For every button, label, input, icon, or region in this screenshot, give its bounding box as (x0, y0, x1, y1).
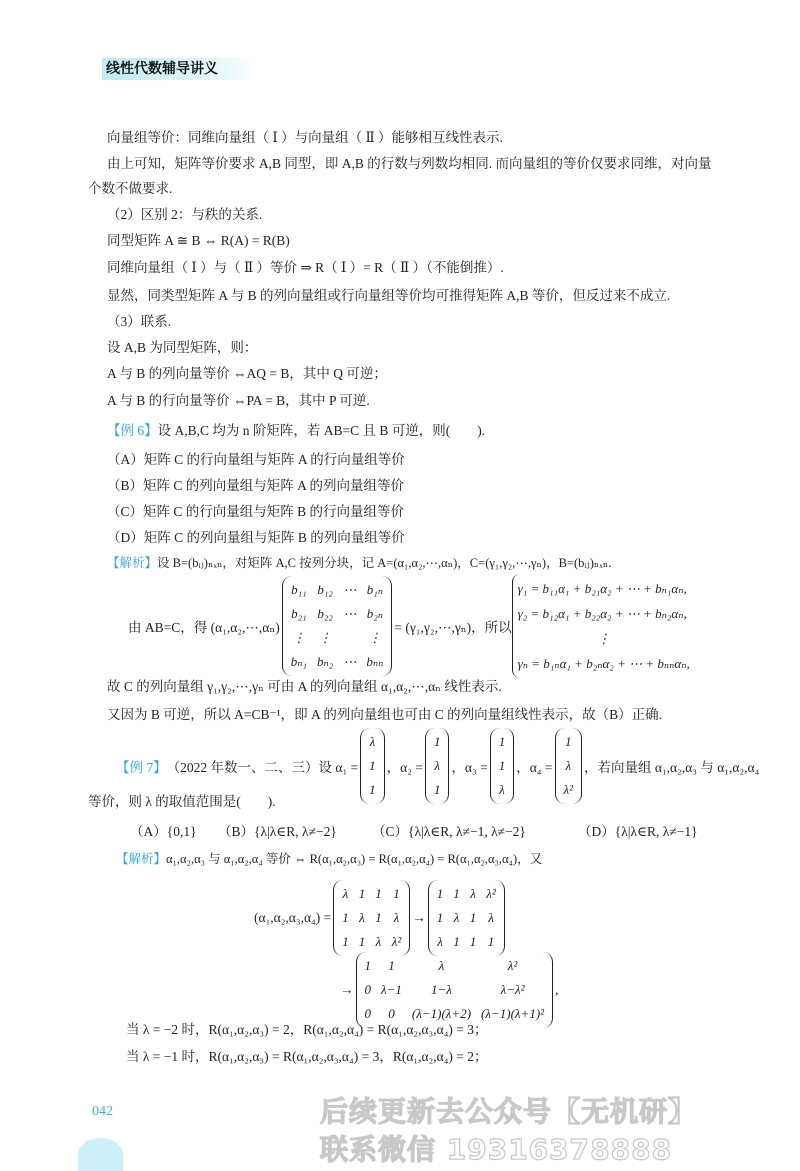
system-row: γₙ = b₁ₙα₁ + b₂ₙα₂ + ⋯ + bₙₙαₙ, (517, 656, 690, 671)
matrix-cell: b₂₁ (291, 606, 307, 621)
row-reduction-step2 (340, 952, 776, 1022)
text-line: （2）区别 2：与秩的关系. (107, 207, 263, 222)
matrix-grid (360, 954, 550, 1026)
matrix-row (364, 754, 381, 778)
matrix-cell: λ (499, 782, 505, 797)
matrix-grid (337, 882, 406, 954)
eq-mid: = (γ₁,γ₂,⋯,γₙ)，所以 (394, 620, 512, 635)
matrix-cell: 1 (436, 910, 444, 925)
matrix-cell: bₙ₁ (290, 654, 308, 669)
matrix-row (286, 578, 389, 602)
matrix-cell: b₁ₙ (366, 582, 383, 597)
matrix-cell: 1 (433, 734, 441, 749)
matrix-cell: ⋯ (343, 654, 357, 669)
matrix-cell: λ (470, 886, 476, 901)
text-line: 又因为 B 可逆，所以 A=CB⁻¹，即 A 的列向量组也可由 C 的列向量组线性表示，故（B）正确. (107, 707, 663, 722)
solution-6-line (107, 553, 776, 573)
lhs: (α₁,α₂,α₃,α₄) = (254, 910, 332, 925)
matrix-cell: 1 (469, 934, 477, 949)
matrix-cell: b₁₁ (291, 582, 307, 597)
matrix-cell: 1−λ (431, 982, 452, 997)
matrix-row (559, 730, 579, 754)
arrow: → (340, 982, 354, 997)
question-text: 设 A,B,C 均为 n 阶矩阵，若 AB=C 且 B 可逆，则( ). (157, 423, 486, 438)
option-d: （D）矩阵 C 的列向量组与矩阵 B 的列向量组等价 (107, 530, 405, 545)
matrix-2 (428, 880, 505, 956)
system-row: ⋮ (597, 631, 611, 646)
matrix-cell: 1 (469, 910, 477, 925)
text-line: 故 C 的列向量组 γ₁,γ₂,⋯,γₙ 可由 A 的列向量组 α₁,α₂,⋯,αₙ 线性表示. (107, 679, 502, 694)
matrix-row (286, 602, 389, 626)
text-line: 同维向量组（ Ⅰ ）与（ Ⅱ ）等价 ⇒ R（ Ⅰ ）= R（ Ⅱ ）（不能倒推）. (107, 260, 504, 275)
matrix-cell: 1 (393, 886, 400, 901)
matrix-b (282, 576, 393, 676)
system-row: γ₁ = b₁₁α₁ + b₂₁α₂ + ⋯ + bₙ₁αₙ, (517, 581, 687, 596)
matrix-row (432, 930, 501, 954)
matrix-row (360, 954, 550, 978)
equation-system (512, 574, 690, 678)
solution-7-line (116, 849, 776, 869)
matrix-cell: 1 (436, 886, 444, 901)
option-b: （B）矩阵 C 的列向量组与矩阵 A 的列向量组等价 (107, 478, 405, 493)
matrix-cell: λ−λ² (500, 982, 525, 997)
matrix-cell: ⋯ (343, 582, 357, 597)
matrix-cell: 0 (388, 1006, 395, 1021)
matrix-grid (432, 882, 501, 954)
matrix-cell: λ² (507, 958, 518, 973)
matrix-row (286, 650, 389, 674)
label-alpha2: ，α₂ = (386, 760, 423, 775)
matrix-cell: λ−1 (381, 982, 402, 997)
matrix-row (494, 754, 511, 778)
case-line: 当 λ = −1 时，R(α₁,α₂,α₃) = R(α₁,α₂,α₃,α₄) = 3，R(α₁,α₂,α₄) = 2； (126, 1049, 488, 1064)
matrix-cell: λ (438, 958, 445, 973)
matrix-row (429, 730, 446, 754)
row-reduction-step1 (254, 880, 776, 950)
matrix-cell: λ (437, 934, 443, 949)
matrix-cell: λ (453, 910, 460, 925)
example-7-question (116, 728, 776, 797)
matrix-cell: 1 (342, 934, 349, 949)
matrix-cell: ⋮ (292, 630, 306, 645)
text-line: 由上可知，矩阵等价要求 A,B 同型，即 A,B 的行数与列数均相同. 而向量组的等价仅要求同维，对向量 (107, 156, 712, 171)
matrix-cell: ⋮ (368, 630, 382, 645)
eq-prefix: 由 AB=C，得 (α₁,α₂,⋯,αₙ) (128, 620, 280, 635)
text-line: 向量组等价：同维向量组（ Ⅰ ）与向量组（ Ⅱ ）能够相互线性表示. (107, 130, 503, 145)
matrix-cell: 1 (375, 910, 382, 925)
matrix-cell: λ (359, 910, 365, 925)
case-line: 当 λ = −2 时，R(α₁,α₂,α₃) = 2，R(α₁,α₂,α₄) = R(α₁,α₂,α₃,α₄) = 3； (126, 1022, 488, 1037)
watermark: 后续更新去公众号【无机研】 (320, 1095, 698, 1128)
text-line: 同型矩阵 A ≅ B ⇔ R(A) = R(B) (107, 233, 290, 248)
matrix-cell: ⋮ (318, 630, 332, 645)
arrow: → (412, 910, 426, 925)
matrix-cell: λ² (563, 782, 574, 797)
matrix-row (337, 906, 406, 930)
matrix-cell: λ (342, 886, 349, 901)
corner-decoration (78, 1138, 123, 1171)
matrix-cell: 1 (433, 782, 441, 797)
option-c: （C）矩阵 C 的行向量组与矩阵 B 的行向量组等价 (107, 504, 405, 519)
matrix-cell: λ (488, 910, 494, 925)
matrix-cell: 1 (487, 934, 495, 949)
matrix-cell: λ (565, 758, 572, 773)
label-alpha3: ，α₃ = (451, 760, 488, 775)
question-tail: ，若向量组 α₁,α₂,α₃ 与 α₁,α₂,α₄ (584, 760, 760, 775)
matrix-row (360, 978, 550, 1002)
matrix-row (429, 754, 446, 778)
example-tag: 【例 7】 (116, 760, 167, 775)
matrix-row (337, 882, 406, 906)
matrix-cell: 1 (453, 934, 460, 949)
matrix-3 (356, 952, 554, 1028)
system-row: γ₂ = b₁₂α₁ + b₂₂α₂ + ⋯ + bₙ₂αₙ, (517, 606, 687, 621)
matrix-grid (286, 578, 389, 674)
matrix-cell: 1 (364, 958, 371, 973)
matrix-cell: 1 (565, 734, 572, 749)
matrix-cell: (λ−1)(λ+2) (411, 1006, 472, 1021)
text-line: A 与 B 的列向量等价 ⇔AQ = B，其中 Q 可逆； (107, 366, 387, 381)
matrix-cell: 1 (342, 910, 349, 925)
matrix-cell: 1 (388, 958, 395, 973)
matrix-cell: b₂ₙ (366, 606, 383, 621)
matrix-row (432, 882, 501, 906)
label-alpha4: ，α₄ = (516, 760, 553, 775)
matrix-row (286, 626, 389, 650)
option-c: （C）{λ|λ∈R, λ≠−1, λ≠−2} (372, 824, 526, 839)
page-number: 042 (92, 1104, 113, 1119)
solution-tag: 【解析】 (107, 556, 158, 570)
matrix-cell: 1 (498, 734, 506, 749)
matrix-row (432, 906, 501, 930)
text-line: 设 A,B 为同型矩阵，则： (107, 340, 258, 355)
option-d: （D）{λ|λ∈R, λ≠−1} (578, 824, 698, 839)
watermark: 联系微信 19316378888 (320, 1133, 673, 1166)
matrix-cell: (λ−1)(λ+1)² (481, 1006, 545, 1021)
matrix-cell: b₂₂ (317, 606, 333, 621)
matrix-row (494, 730, 511, 754)
comma: , (555, 982, 559, 997)
matrix-cell: ⋯ (343, 606, 357, 621)
example-tag: 【例 6】 (107, 423, 158, 438)
example-6-question (107, 421, 776, 441)
matrix-cell: 1 (498, 758, 506, 773)
matrix-cell: 0 (364, 1006, 371, 1021)
matrix-cell: 1 (453, 886, 460, 901)
question-text: （2022 年数一、二、三）设 α₁ = (166, 760, 359, 775)
matrix-cell: 1 (369, 758, 376, 773)
matrix-cell: λ (393, 910, 400, 925)
option-a: （A）矩阵 C 的行向量组与矩阵 A 的行向量组等价 (107, 452, 405, 467)
solution-tag: 【解析】 (116, 852, 167, 866)
matrix-cell: 1 (358, 934, 366, 949)
solution-text: α₁,α₂,α₃ 与 α₁,α₂,α₄ 等价 ⇔ R(α₁,α₂,α₃) = R(α₁,α₂,α₄) = R(α₁,α₂,α₃,α₄)，又 (166, 852, 543, 866)
matrix-cell: bₙₙ (366, 654, 384, 669)
solution-text: 设 B=(bᵢⱼ)ₙₓₙ，对矩阵 A,C 按列分块，记 A=(α₁,α₂,⋯,αₙ)，C=(γ₁,γ₂,⋯,γₙ)，B=(bᵢⱼ)ₙₓₙ. (157, 556, 612, 570)
text-line: A 与 B 的行向量等价 ⇔PA = B，其中 P 可逆. (107, 393, 370, 408)
matrix-cell: 0 (364, 982, 371, 997)
matrix-row (337, 930, 406, 954)
matrix-cell: 1 (358, 886, 366, 901)
matrix-cell: λ (434, 758, 440, 773)
matrix-cell: bₙ₂ (317, 654, 334, 669)
text-line: （3）联系. (107, 314, 172, 329)
matrix-cell: λ² (486, 886, 496, 901)
matrix-cell: 1 (369, 782, 376, 797)
option-a: （A）{0,1} (130, 824, 197, 839)
matrix-cell: b₁₂ (317, 582, 333, 597)
matrix-row (559, 754, 579, 778)
equation-ab-c (128, 574, 776, 674)
matrix-cell: λ (375, 934, 382, 949)
matrix-cell: λ (369, 734, 376, 749)
running-header: 线性代数辅导讲义 (102, 58, 256, 80)
option-b: （B）{λ|λ∈R, λ≠−2} (218, 824, 337, 839)
matrix-row (364, 730, 381, 754)
text-line: 显然，同类型矩阵 A 与 B 的列向量组或行向量组等价均可推得矩阵 A,B 等价，但反过来不成立. (107, 288, 671, 303)
matrix-cell (338, 626, 361, 650)
text-line: 等价，则 λ 的取值范围是( ). (88, 794, 276, 809)
matrix-cell: λ² (391, 934, 402, 949)
matrix-cell: 1 (375, 886, 382, 901)
matrix-1 (333, 880, 410, 956)
text-line: 个数不做要求. (88, 181, 173, 196)
